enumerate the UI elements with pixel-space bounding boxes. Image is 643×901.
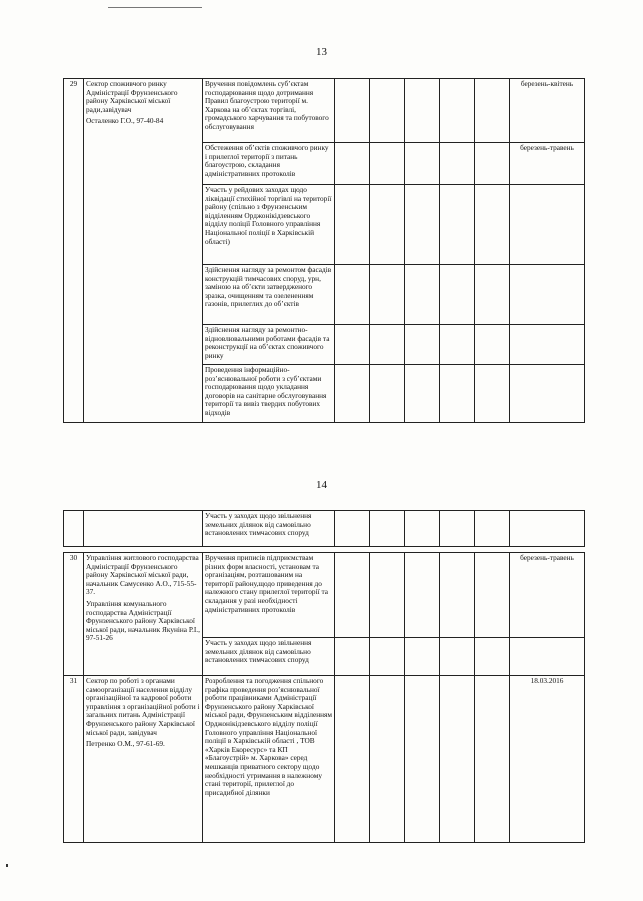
task-cell: Обстеження об’єктів споживчого ринку і прилеглої території з питань благоустрою, складання адміністративних протоколів bbox=[203, 143, 335, 185]
date-cell bbox=[510, 325, 585, 365]
row-number: 31 bbox=[64, 676, 84, 843]
table-body bbox=[64, 79, 585, 423]
task-cell: Розроблення та погодження спільного графіка проведення роз’яснювальної роботи працівниками Адміністрації Фрунзенського району Харківської міської ради, Фрунзенським відділенням Орджонікідзевського відділу поліції Головного управління Національної поліції в Харківській області , ТОВ «Харків Екоресурс» та КП «Благоустрій» м. Харкова» серед мешканців приватного сектору щодо необхідності утримання в належному стані території, прилеглої до присадибної ділянки bbox=[203, 676, 335, 843]
empty-cell bbox=[405, 365, 440, 423]
top-rule bbox=[108, 7, 202, 8]
table-body bbox=[64, 511, 585, 843]
plan-table-page-14 bbox=[63, 510, 585, 843]
empty-cell bbox=[370, 638, 405, 676]
empty-cell bbox=[335, 185, 370, 265]
empty-cell bbox=[475, 143, 510, 185]
empty-cell bbox=[440, 79, 475, 143]
organization-text: Сектор споживчого ринку Адміністрації Фрунзенського району Харківської міської ради,завідувач bbox=[86, 79, 178, 114]
date-cell: березень-травень bbox=[510, 553, 585, 638]
empty-cell bbox=[440, 143, 475, 185]
date-cell bbox=[510, 265, 585, 325]
empty-cell bbox=[475, 365, 510, 423]
empty-cell bbox=[405, 265, 440, 325]
organization-cell bbox=[84, 676, 203, 843]
empty-cell bbox=[370, 79, 405, 143]
empty-cell bbox=[370, 143, 405, 185]
empty-cell bbox=[370, 365, 405, 423]
empty-cell bbox=[405, 511, 440, 547]
empty-cell bbox=[335, 553, 370, 638]
task-cell: Проведення інформаційно-роз’яснювальної роботи з суб’єктами господарювання щодо укладання договорів на санітарне обслуговування території та вивіз твердих побутових відходів bbox=[203, 365, 335, 423]
empty-cell bbox=[405, 325, 440, 365]
empty-cell bbox=[335, 79, 370, 143]
organization-text: Управління комунального господарства Адміністрації Фрунзенського району Харківської міської ради, начальник Якуніна Р.І., 97-51-26 bbox=[86, 598, 200, 643]
row-number: 29 bbox=[64, 79, 84, 423]
empty-cell bbox=[405, 185, 440, 265]
task-cell: Здійснення нагляду за ремонтом фасадів конструкцій тимчасових споруд, урн, заміною на об’єкти затвердженого зразка, очищенням та озелененням газонів, прилеглих до об’єктів bbox=[203, 265, 335, 325]
empty-cell bbox=[370, 265, 405, 325]
organization-cell bbox=[84, 553, 203, 676]
row-number: 30 bbox=[64, 553, 84, 676]
empty-cell bbox=[475, 79, 510, 143]
empty-cell bbox=[475, 553, 510, 638]
empty-cell bbox=[440, 365, 475, 423]
empty-cell bbox=[475, 265, 510, 325]
table-row bbox=[64, 553, 585, 638]
task-cell: Участь у рейдових заходах щодо ліквідації стихійної торгівлі на території району (спільно з Фрунзенським відділенням Орджонікідзевського відділу поліції Головного управління Національної поліції в Харківській області) bbox=[203, 185, 335, 265]
date-cell bbox=[510, 511, 585, 547]
empty-cell bbox=[475, 638, 510, 676]
empty-cell bbox=[335, 265, 370, 325]
empty-cell bbox=[370, 185, 405, 265]
organization-text: Петренко О.М., 97-61-69. bbox=[86, 739, 165, 749]
task-cell: Здійснення нагляду за ремонтно-відновлювальними роботами фасадів та реконструкції на об’єктах споживчого ринку bbox=[203, 325, 335, 365]
empty-cell bbox=[370, 511, 405, 547]
page-number-13: 13 bbox=[316, 46, 327, 58]
empty-cell bbox=[405, 638, 440, 676]
date-cell bbox=[510, 365, 585, 423]
empty-cell bbox=[440, 265, 475, 325]
empty-cell bbox=[475, 325, 510, 365]
empty-cell bbox=[370, 553, 405, 638]
empty-cell bbox=[335, 325, 370, 365]
date-cell bbox=[510, 638, 585, 676]
empty-cell bbox=[440, 325, 475, 365]
empty-cell bbox=[405, 143, 440, 185]
task-cell: Участь у заходах щодо звільнення земельних ділянок від самовільно встановлених тимчасових споруд bbox=[203, 511, 335, 547]
date-cell bbox=[510, 185, 585, 265]
organization-text: Управління житлового господарства Адміністрації Фрунзенського району Харківської міської ради, начальник Самусенко А.О., 715-55-37. bbox=[86, 553, 199, 597]
empty-cell bbox=[475, 511, 510, 547]
task-cell: Вручення приписів підприємствам різних форм власності, установам та організаціям, розташованим на території району,щодо приведення до належного стану прилеглої території та складання у разі необхідності адміністративних протоколів bbox=[203, 553, 335, 638]
empty-cell bbox=[440, 185, 475, 265]
organization-text: Осталенко Г.О., 97-40-84 bbox=[86, 116, 164, 126]
empty-cell bbox=[405, 553, 440, 638]
date-cell: березень-травень bbox=[510, 143, 585, 185]
task-cell: Вручення повідомлень суб’єктам господарювання щодо дотримання Правил благоустрою території м. Харкова на об’єктах торгівлі, громадського харчування та побутового обслуговування bbox=[203, 79, 335, 143]
organization-cell bbox=[84, 79, 203, 423]
table-row bbox=[64, 79, 585, 143]
empty-cell bbox=[335, 676, 370, 843]
number-cell bbox=[64, 511, 84, 547]
empty-cell bbox=[475, 185, 510, 265]
empty-cell bbox=[335, 143, 370, 185]
date-cell: березень-квітень bbox=[510, 79, 585, 143]
page-number-14: 14 bbox=[316, 479, 327, 491]
empty-cell bbox=[335, 511, 370, 547]
empty-cell bbox=[335, 638, 370, 676]
empty-cell bbox=[370, 325, 405, 365]
table-row bbox=[64, 676, 585, 843]
empty-cell bbox=[440, 553, 475, 638]
empty-cell bbox=[405, 676, 440, 843]
date-cell: 18.03.2016 bbox=[510, 676, 585, 843]
plan-table-page-13 bbox=[63, 78, 585, 423]
empty-cell bbox=[440, 638, 475, 676]
empty-cell bbox=[440, 676, 475, 843]
organization-cell bbox=[84, 511, 203, 547]
scan-speck bbox=[6, 864, 8, 867]
table-row bbox=[64, 511, 585, 547]
organization-text: Сектор по роботі з органами самоорганізації населення відділу організаційної та кадрової роботи управління з організаційної роботи і загальних питань Адміністрації Фрунзенського району Харківської міської ради, завідувач bbox=[86, 676, 200, 737]
empty-cell bbox=[475, 676, 510, 843]
task-cell: Участь у заходах щодо звільнення земельних ділянок від самовільно встановлених тимчасових споруд bbox=[203, 638, 335, 676]
empty-cell bbox=[405, 79, 440, 143]
empty-cell bbox=[370, 676, 405, 843]
empty-cell bbox=[335, 365, 370, 423]
empty-cell bbox=[440, 511, 475, 547]
